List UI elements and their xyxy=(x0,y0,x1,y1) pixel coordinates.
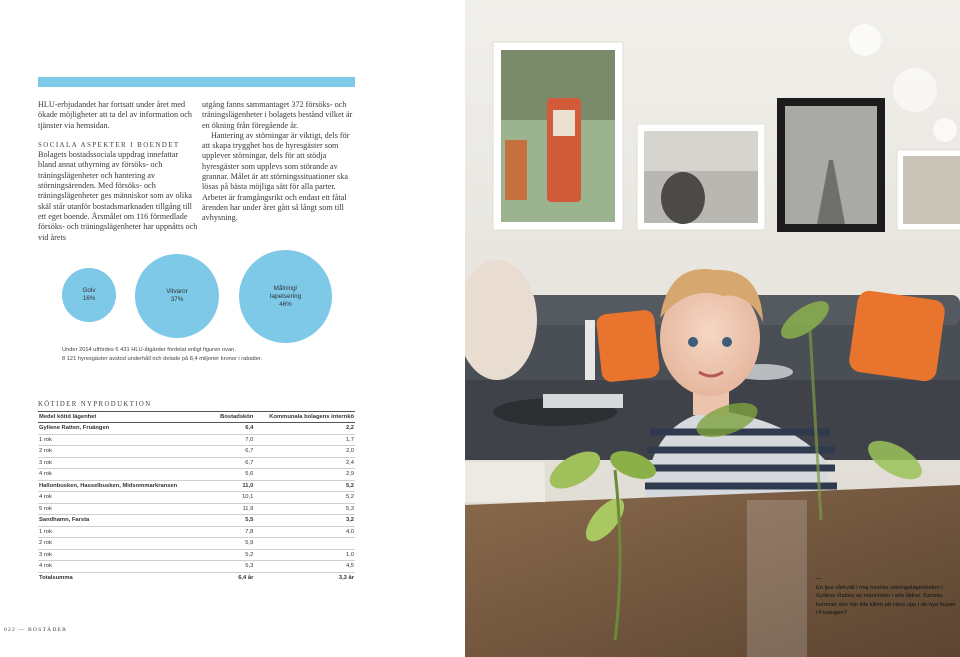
bubble-value: 37% xyxy=(170,296,184,303)
text-column-1 xyxy=(38,100,198,243)
text-column-2 xyxy=(202,100,358,224)
paragraph: Hantering av störningar är viktigt, dels för att skapa trygghet hos de hyresgäster som upplever störningar, dels för att stödja hyresgäster som upplevs som störande av grannar. Målet är att störningssituationer ska lösas på bästa möjliga sätt för alla parter. Arbetet är framgångsrikt och endast ett fåtal ärenden har under året gått så långt som till avhysning. xyxy=(202,130,350,223)
row-value: 11,9 xyxy=(209,503,254,515)
row-label: 4 rok xyxy=(38,561,209,573)
row-value: 6,4 xyxy=(209,423,254,435)
table-row xyxy=(38,538,355,550)
row-value: 5,5 xyxy=(209,515,254,527)
table-title: KÖTIDER NYPRODUKTION xyxy=(38,401,152,408)
table-row xyxy=(38,515,355,527)
row-value: 2,4 xyxy=(254,457,355,469)
row-label: 3 rok xyxy=(38,549,209,561)
row-value: 5,3 xyxy=(254,503,355,515)
row-label: Sandhamn, Farsta xyxy=(38,515,209,527)
table-row xyxy=(38,561,355,573)
bubble-label: Golv xyxy=(82,287,96,294)
column-header: Medel kötid lägenhet xyxy=(38,412,209,423)
column-header: Kommunala bolagens internkö xyxy=(254,412,355,423)
page-number: 022 — BOSTÄDER xyxy=(4,627,68,633)
bubble-label: Målning/ tapetsering xyxy=(269,284,302,300)
row-value: 5,2 xyxy=(254,492,355,504)
row-value: 1,0 xyxy=(254,549,355,561)
table-row xyxy=(38,469,355,481)
row-label: 2 rok xyxy=(38,538,209,550)
row-value: 4,0 xyxy=(254,526,355,538)
column-header: Bostadskön xyxy=(209,412,254,423)
table-row xyxy=(38,423,355,435)
row-label: 5 rok xyxy=(38,503,209,515)
row-value: 5,2 xyxy=(254,480,355,492)
table-row xyxy=(38,434,355,446)
row-label: 1 rok xyxy=(38,434,209,446)
row-value: 7,8 xyxy=(209,526,254,538)
row-label: 2 rok xyxy=(38,446,209,458)
table-row xyxy=(38,446,355,458)
row-value: 1,7 xyxy=(254,434,355,446)
row-value: 5,9 xyxy=(209,538,254,550)
row-value xyxy=(254,538,355,550)
table-row xyxy=(38,480,355,492)
intro-paragraph: HLU-erbjudandet har fortsatt under året med ökade möjligheter att ta del av information och tjänster via hemsidan. xyxy=(38,100,192,130)
bubble-golv xyxy=(62,268,116,322)
photo-illustration xyxy=(465,0,960,657)
bubble-caption xyxy=(62,346,362,363)
left-page xyxy=(0,0,465,657)
paragraph: utgång fanns sammantaget 372 försöks- och träningslägenheter i bolagets bestånd vilket är en ökning från föregående år. xyxy=(202,100,353,130)
table-row xyxy=(38,503,355,515)
row-label: 4 rok xyxy=(38,469,209,481)
row-value: 7,0 xyxy=(209,434,254,446)
row-value: 5,3 xyxy=(209,561,254,573)
row-value: 3,2 xyxy=(254,515,355,527)
table-body xyxy=(38,423,355,584)
caption-text: En ljus vårkväll i maj besöks visningslägenheten i Gyllene Ratten av människor i alla åldrar. Kanske kommer den här lilla killen att växa upp i de nya husen i Fruängen? xyxy=(816,584,956,616)
table-row xyxy=(38,549,355,561)
table-total-row xyxy=(38,572,355,584)
row-label: Gyllene Ratten, Fruängen xyxy=(38,423,209,435)
row-value: 5,2 xyxy=(209,549,254,561)
row-value: 11,0 xyxy=(209,480,254,492)
row-value: 2,9 xyxy=(254,469,355,481)
total-value: 3,3 år xyxy=(254,572,355,584)
bubble-malning xyxy=(239,250,332,343)
photo-child-living-room xyxy=(465,0,960,657)
table-row xyxy=(38,526,355,538)
accent-bar xyxy=(38,77,355,87)
caption-dash: — xyxy=(816,576,822,582)
section-paragraph: Bolagets bostadssociala uppdrag innefattar bland annat uthyrning av försöks- och träningslägenheter och hantering av störningsärenden. Med försöks- och träningslägenheter ges människor som av olika skäl står utanför bostadsmarknaden tillgång till ett eget boende. Årsmålet om 116 förmedlade försöks- och träningslägenheter har uppnåtts och vid årets xyxy=(38,150,198,242)
total-value: 6,4 år xyxy=(209,572,254,584)
bubble-label: Vitvaror xyxy=(166,288,188,295)
row-value: 6,7 xyxy=(209,446,254,458)
row-label: Hallonbusken, Hasselbusken, Midsommarkransen xyxy=(38,480,209,492)
bubble-value: 16% xyxy=(82,295,96,302)
bubble-vitvaror xyxy=(135,254,219,338)
photo-caption xyxy=(816,575,956,618)
row-value: 4,5 xyxy=(254,561,355,573)
row-value: 10,1 xyxy=(209,492,254,504)
row-label: 3 rok xyxy=(38,457,209,469)
row-label: 4 rok xyxy=(38,492,209,504)
section-heading: SOCIALA ASPEKTER I BOENDET xyxy=(38,140,180,149)
queue-time-table xyxy=(38,411,355,584)
caption-line: Under 2014 utfördes 6 431 HLU-åtgärder fördelat enligt figuren ovan. xyxy=(62,347,236,353)
total-label: Totalsumma xyxy=(38,572,209,584)
row-value: 2,0 xyxy=(254,446,355,458)
bubble-value: 46% xyxy=(279,300,292,308)
row-value: 2,2 xyxy=(254,423,355,435)
table-row xyxy=(38,492,355,504)
table-row xyxy=(38,457,355,469)
row-value: 5,6 xyxy=(209,469,254,481)
row-value: 6,7 xyxy=(209,457,254,469)
caption-line: 8 121 hyresgäster avstod underhåll och delade på 8,4 miljoner kronor i rabatter. xyxy=(62,355,263,362)
row-label: 1 rok xyxy=(38,526,209,538)
table-header-row xyxy=(38,412,355,423)
